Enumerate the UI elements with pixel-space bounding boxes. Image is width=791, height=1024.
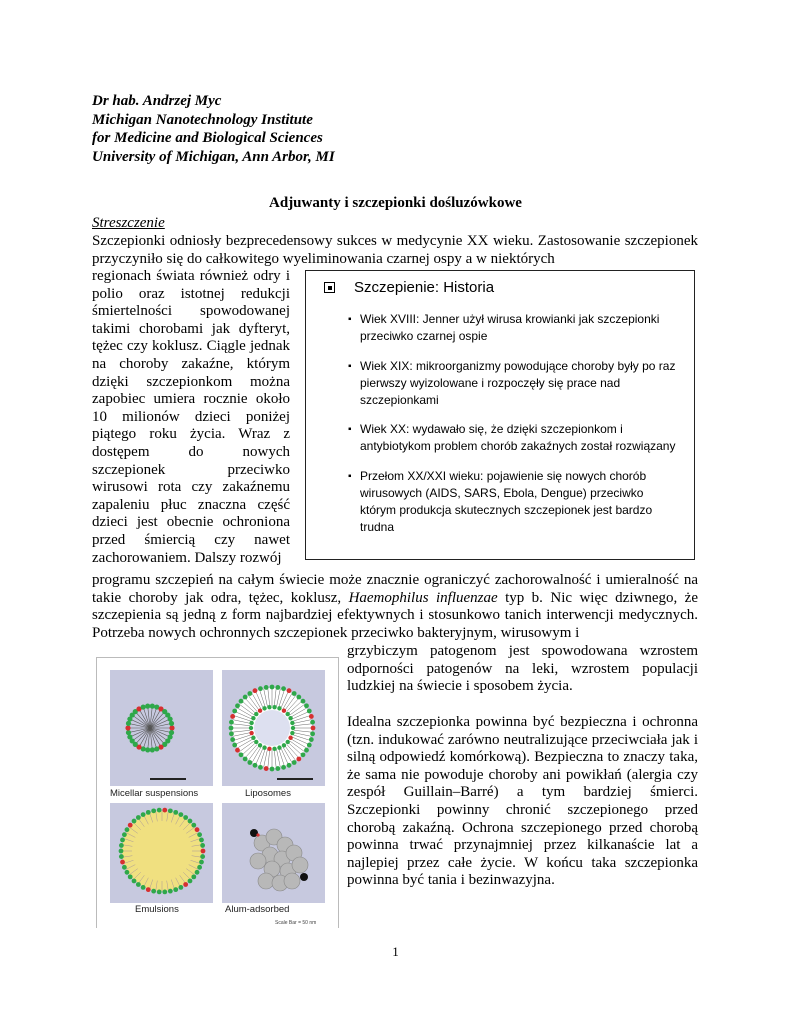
page-number: 1 xyxy=(392,944,399,959)
paragraph-text: programu szczepień na całym świecie może znacznie ograniczyć zachorowalność i umieralność na takie choroby jak odra, tężec, koklusz, xyxy=(92,572,698,606)
micelle-drawing xyxy=(110,670,213,786)
history-box-title xyxy=(324,279,494,296)
panel-liposomes xyxy=(222,670,325,786)
paragraph-intro: Szczepionki odniosły bezprecedensowy sukces w medycynie XX wieku. Zastosowanie szczepionek przyczyniło się do całkowitego wyeliminowania czarnej ospy a w niektórych xyxy=(92,233,698,267)
alum-drawing xyxy=(222,803,325,903)
paragraph-ideal-vaccine: Idealna szczepionka powinna być bezpieczna i ochronna (tzn. indukować zarówno neutralizujące przeciwciała jak i silną odpowiedź komórkową). Bezpieczna to znaczy taka, że sama nie powoduje choroby ani powikłań (alergia czy zespół Guillain–Barré) a tym bardziej śmierci. Szczepionki powinny chronić szczepionego przed chorobą zakaźną. Ochrona szczepionego przed chorobą powinna trwać przynajmniej przez kilkanaście lat a najlepiej przez całe życie. W końcu taka szczepionka powinna być tania i bezinwazyjna. xyxy=(347,714,698,889)
author-institute: Michigan Nanotechnology Institute xyxy=(92,111,313,128)
paragraph-continued xyxy=(92,572,698,642)
history-item: ▪ Wiek XX: wydawało się, że dzięki szczepionkom i antybiotykom problem chorób zakaźnych został rozwiązany xyxy=(360,421,680,455)
author-institute-2: for Medicine and Biological Sciences xyxy=(92,130,323,146)
history-list xyxy=(360,311,680,548)
author-name: Dr hab. Andrzej Myc xyxy=(92,93,222,109)
panel-emulsions xyxy=(110,803,213,903)
panel-label: Emulsions xyxy=(135,904,179,915)
history-item: ▪ Wiek XVIII: Jenner użył wirusa krowianki jak szczepionki przeciwko czarnej ospie xyxy=(360,311,680,345)
liposome-drawing xyxy=(222,670,325,786)
paragraph-text: typ b. Nic więc dziwnego, że szczepienia są jedną z form najbardziej efektywnych i stosunkowo tanich interwencji medycznych. Potrzeba nowych ochronnych szczepionek przeciwko bakteryjnym, wirusowym i xyxy=(92,589,698,641)
scale-bar xyxy=(277,778,313,780)
scale-note: Scale Bar = 50 nm xyxy=(275,920,317,926)
nanoparticle-figure xyxy=(96,657,339,928)
history-box xyxy=(305,270,695,560)
history-item: ▪ Wiek XIX: mikroorganizmy powodujące choroby były po raz pierwszy wyizolowane i rozpoczęły się prace nad szczepionkami xyxy=(360,358,680,409)
panel-label: Micellar suspensions xyxy=(110,788,199,799)
emulsion-drawing xyxy=(110,803,213,903)
species-name: Haemophilus influenzae xyxy=(348,589,498,606)
square-bullet-icon xyxy=(324,282,335,293)
paragraph-left-column: regionach świata również odry i polio oraz istotnej redukcji śmiertelności spowodowanej takimi chorobami jak dyfteryt, tężec czy koklusz. Ciągle jednak na choroby zakaźne, którym dzięki szczepionkom można zapobiec umiera rocznie około 10 milionów dzieci poniżej piątego roku życia. Wraz z dostępem do nowych szczepionek przeciwko wirusowi rota czy zakaźnemu zapaleniu płuc znaczna część dzieci jest obecnie ochroniona przed śmiercią czy nawet zachorowaniem. Dalszy rozwój xyxy=(92,268,290,566)
article-title: Adjuwanty i szczepionki dośluzówkowe xyxy=(269,195,522,211)
section-heading: Streszczenie xyxy=(92,215,165,231)
history-item: ▪ Przełom XX/XXI wieku: pojawienie się nowych chorób wirusowych (AIDS, SARS, Ebola, Dengue) przeciwko którym produkcja skutecznych szczepionek jest bardzo trudna xyxy=(360,468,680,536)
panel-label: Alum-adsorbed xyxy=(225,904,290,915)
history-box-title-text: Szczepienie: Historia xyxy=(354,279,495,296)
author-university: University of Michigan, Ann Arbor, MI xyxy=(92,148,335,165)
panel-alum xyxy=(222,803,325,903)
paragraph-right-column: grzybiczym patogenom jest spowodowana wzrostem odporności patogenów na leki, wzrostem populacji ludzkiej na świecie i sposobem życia. xyxy=(347,643,698,695)
panel-micellar xyxy=(110,670,213,786)
scale-bar xyxy=(150,778,186,780)
author-block xyxy=(92,92,335,166)
panel-label: Liposomes xyxy=(245,788,291,799)
